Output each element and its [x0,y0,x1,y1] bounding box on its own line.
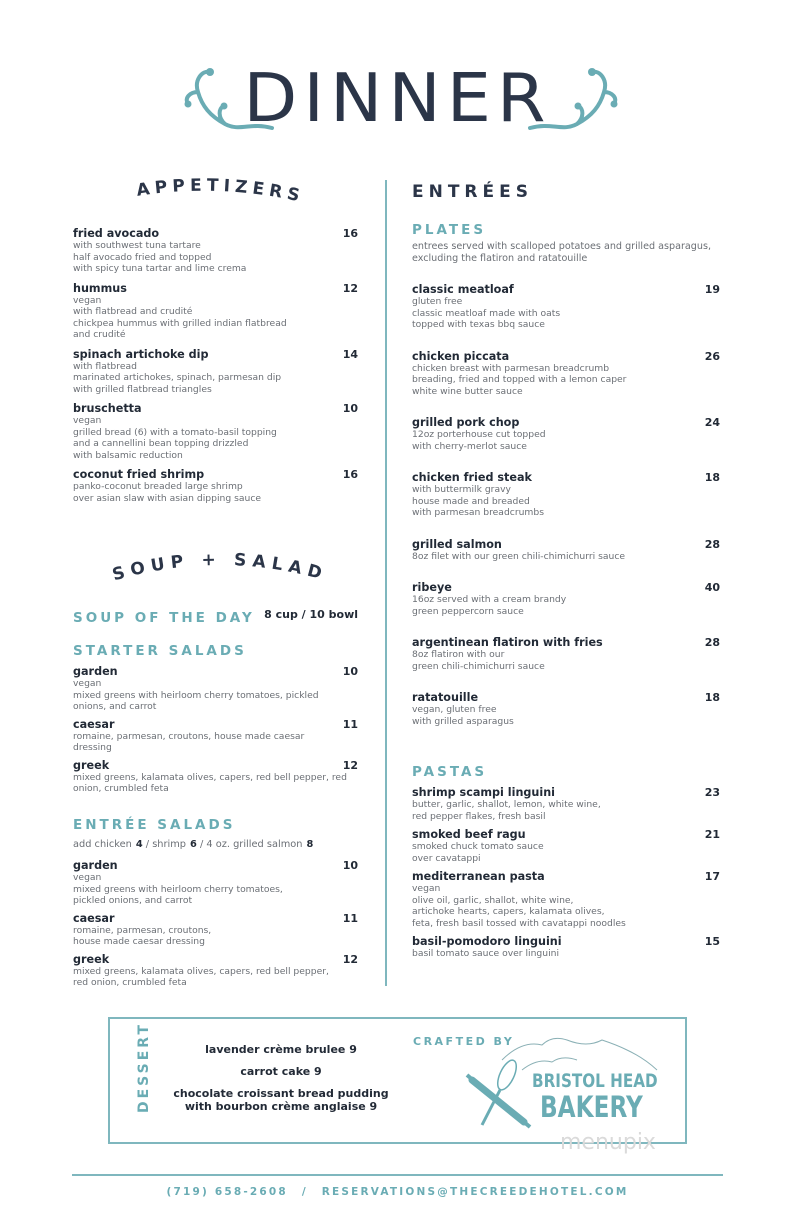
addon-separator: / [196,839,207,850]
item-name: fried avocado [73,227,160,240]
item-price: 10 [342,402,358,415]
dessert-item: lavender crème brulee 9 [205,1043,357,1056]
plates-note-line: excluding the flatiron and ratatouille [412,252,588,264]
menu-item [73,759,358,795]
item-price: 12 [342,952,358,966]
item-description: vegan, gluten free [412,704,497,715]
item-price: 19 [704,283,720,296]
item-description: green chili-chimichurri sauce [412,660,545,672]
item-description: with buttermilk gravy [412,484,511,495]
item-price: 14 [342,347,358,361]
item-description: mixed greens with heirloom cherry tomatoes, pickled [73,689,319,701]
item-description: olive oil, garlic, shallot, white wine, [412,894,574,906]
item-description: half avocado fried and topped [73,251,212,263]
item-description: romaine, parmesan, croutons, house made caesar [73,730,305,742]
menu-item [412,786,720,822]
page-title: DINNER [243,59,552,137]
footer-contact [0,1186,795,1198]
item-description: topped with texas bbq sauce [412,319,545,330]
item-description: smoked chuck tomato sauce [412,841,544,852]
menu-item [73,859,358,907]
item-description: with southwest tuna tartare [73,240,201,251]
menu-item [73,348,358,396]
item-price: 24 [704,416,720,429]
soup-salad-heading [90,545,350,595]
dessert-item: carrot cake 9 [240,1065,322,1078]
item-description: and crudité [73,329,126,340]
item-price: 12 [342,758,358,772]
bakery-name-line1: BRISTOL HEAD [532,1070,658,1092]
item-name: chicken fried steak [412,471,532,484]
menu-item [412,870,720,929]
menu-item [73,227,358,275]
entree-salads-heading: ENTRÉE SALADS [73,817,236,833]
item-description: 12oz porterhouse cut topped [412,429,546,440]
bakery-name-line2: BAKERY [540,1090,643,1124]
item-description: marinated artichokes, spinach, parmesan dip [73,372,282,383]
item-name: caesar [73,911,115,925]
item-description: with balsamic reduction [73,449,183,461]
pastas-list [412,786,720,966]
item-description: green peppercorn sauce [412,605,524,617]
menu-item [73,665,358,713]
menu-item [412,935,720,960]
item-name: garden [73,859,118,872]
item-description: vegan [73,872,102,883]
plates-list [412,283,720,746]
item-description: vegan [73,415,102,426]
item-name: ratatouille [412,691,479,704]
item-description: artichoke hearts, capers, kalamata olives, [412,906,605,917]
item-description: house made and breaded [412,495,530,507]
entree-salads-list [73,859,358,994]
item-name: bruschetta [73,402,142,415]
item-price: 11 [342,717,358,731]
item-price: 28 [704,537,720,551]
starter-salads-list [73,665,358,800]
item-description: breading, fried and topped with a lemon caper [412,374,627,385]
item-description: with grilled flatbread triangles [73,383,212,395]
item-description: basil tomato sauce over linguini [412,948,560,959]
menu-item [412,581,720,617]
appetizers-list [73,227,358,511]
item-price: 10 [342,665,358,678]
item-description: with flatbread and crudité [73,306,193,317]
pastas-heading: PASTAS [412,764,488,780]
item-description: feta, fresh basil tossed with cavatappi noodles [412,917,626,929]
item-name: hummus [73,281,127,295]
item-price: 12 [342,281,358,295]
dessert-item: chocolate croissant bread pudding with bourbon crème anglaise 9 [173,1087,389,1113]
addon-price: 4 [135,839,143,850]
item-description: mixed greens with heirloom cherry tomatoes, [73,883,283,895]
item-name: coconut fried shrimp [73,468,205,481]
item-name: caesar [73,717,115,731]
dessert-heading: DESSERT [136,1022,152,1113]
item-description: chickpea hummus with grilled indian flatbread [73,317,287,329]
item-name: classic meatloaf [412,283,514,296]
item-description: with cherry-merlot sauce [412,440,527,452]
item-price: 23 [704,786,720,799]
item-description: with flatbread [73,360,137,372]
item-description: mixed greens, kalamata olives, capers, red bell pepper, red [73,771,347,783]
addon-price: 6 [190,839,197,850]
item-description: onions, and carrot [73,701,157,712]
item-price: 28 [704,636,720,649]
addon-label: shrimp [152,839,187,850]
separator: / [301,1186,308,1198]
item-price: 10 [342,859,358,872]
item-name: spinach artichoke dip [73,347,209,361]
item-description: dressing [73,742,112,753]
item-description: with grilled asparagus [412,715,514,727]
addon-separator: / [142,839,153,850]
item-price: 16 [342,227,358,240]
email-link[interactable]: RESERVATIONS@THECREEDEHOTEL.COM [321,1186,629,1198]
starter-salads-heading: STARTER SALADS [73,643,247,659]
item-price: 40 [704,581,720,594]
item-price: 18 [704,471,720,484]
item-description: 8oz flatiron with our [412,649,505,660]
item-description: vegan [73,678,102,689]
menu-item [73,912,358,948]
item-name: greek [73,952,110,966]
soup-of-the-day [73,607,358,626]
menu-item [412,471,720,519]
footer-divider [72,1174,723,1176]
item-price: 21 [704,828,720,841]
item-name: basil-pomodoro linguini [412,935,562,948]
dessert-list [170,1043,392,1122]
menu-item [73,402,358,461]
plates-note-line: entrees served with scalloped potatoes and grilled asparagus, [412,241,712,252]
menu-item [73,953,358,989]
addon-price: 8 [306,839,314,850]
plates-heading: PLATES [412,222,487,238]
item-price: 17 [704,870,720,883]
item-name: smoked beef ragu [412,828,526,841]
soup-label: SOUP OF THE DAY [73,610,255,626]
item-description: over asian slaw with asian dipping sauce [73,492,262,504]
addon-label: 4 oz. grilled salmon [206,839,303,850]
item-name: grilled pork chop [412,416,520,429]
item-name: mediterranean pasta [412,870,545,883]
menu-item [412,283,720,331]
item-name: ribeye [412,581,452,594]
item-description: gluten free [412,296,463,307]
item-price: 11 [342,911,358,925]
salad-addons [73,839,358,850]
phone-number[interactable]: (719) 658-2608 [166,1186,288,1198]
item-description: butter, garlic, shallot, lemon, white wine, [412,799,601,810]
entrees-heading: ENTRÉES [412,182,533,202]
item-description: 8oz filet with our green chili-chimichurri sauce [412,550,626,562]
menu-item [412,538,720,563]
item-description: panko-coconut breaded large shrimp [73,481,243,492]
menu-item [412,350,720,398]
item-price: 16 [342,468,358,481]
item-description: 16oz served with a cream brandy [412,594,567,605]
item-description: with spicy tuna tartar and lime crema [73,263,247,274]
item-price: 15 [704,935,720,948]
item-name: grilled salmon [412,537,502,551]
appetizers-heading [100,170,340,220]
watermark: menupix [560,1130,656,1155]
svg-text:APPETIZERS: APPETIZERS [135,175,307,208]
menu-item [412,416,720,452]
svg-text:SOUP + SALAD: SOUP + SALAD [110,549,330,586]
item-description: grilled bread (6) with a tomato-basil topping [73,426,277,438]
column-divider [385,180,387,986]
item-price: 26 [704,349,720,363]
item-name: greek [73,758,110,772]
item-description: romaine, parmesan, croutons, [73,924,212,936]
item-description: pickled onions, and carrot [73,895,193,906]
menu-item [412,636,720,672]
item-description: red pepper flakes, fresh basil [412,810,546,822]
item-price: 18 [704,691,720,704]
item-description: classic meatloaf made with oats [412,307,561,319]
plates-note [412,241,720,264]
item-description: with parmesan breadcrumbs [412,507,544,518]
crafted-by-label: CRAFTED BY [413,1035,515,1048]
item-description: chicken breast with parmesan breadcrumb [412,362,610,374]
item-description: onion, crumbled feta [73,783,169,794]
item-description: over cavatappi [412,852,481,864]
menu-item [412,691,720,727]
item-description: vegan [412,883,441,894]
item-name: argentinean flatiron with fries [412,636,603,649]
item-description: mixed greens, kalamata olives, capers, red bell pepper, [73,965,329,977]
item-description: white wine butter sauce [412,385,523,397]
item-name: shrimp scampi linguini [412,786,556,799]
item-description: house made caesar dressing [73,936,205,947]
item-name: chicken piccata [412,349,510,363]
menu-item [73,468,358,504]
addon-label: add chicken [73,839,132,850]
menu-item [412,828,720,864]
item-name: garden [73,665,118,678]
item-description: red onion, crumbled feta [73,977,187,988]
menu-item [73,282,358,341]
item-description: and a cannellini bean topping drizzled [73,438,249,449]
soup-price: 8 cup / 10 bowl [264,608,358,621]
menu-item [73,718,358,754]
item-description: vegan [73,294,102,306]
